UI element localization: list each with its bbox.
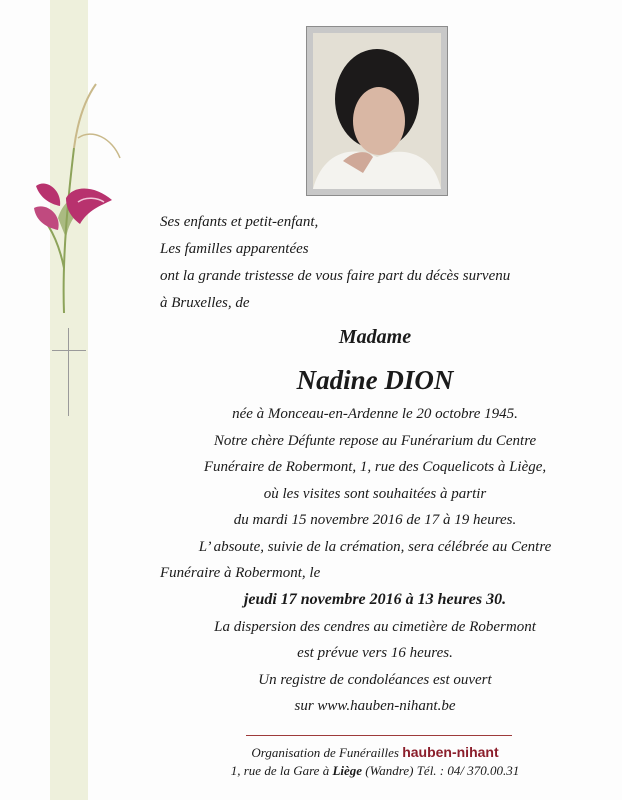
detail-line: Funéraire à Robermont, le (160, 565, 321, 581)
detail-line: Notre chère Défunte repose au Funérarium du Centre (213, 433, 537, 449)
footer-org-prefix: Organisation de Funérailles (251, 745, 399, 760)
detail-line: du mardi 15 novembre 2016 de 17 à 19 heures. (233, 512, 517, 528)
address-city: Liège (332, 763, 363, 778)
detail-line: L’ absoute, suivie de la crémation, sera célébrée au Centre (198, 539, 552, 555)
ceremony-date: jeudi 17 novembre 2016 à 13 heures 30. (243, 591, 507, 608)
detail-line: La dispersion des cendres au cimetière de Robermont (214, 619, 536, 635)
cross-icon (68, 328, 69, 416)
deceased-name: Nadine DION (296, 365, 454, 395)
deceased-title: Madame (338, 326, 412, 348)
address-prefix: 1, rue de la Gare à (230, 763, 330, 778)
intro-line: à Bruxelles, de (160, 295, 250, 311)
intro-line: Ses enfants et petit-enfant, (160, 214, 319, 230)
portrait-frame (306, 26, 448, 196)
detail-line: Un registre de condoléances est ouvert (258, 672, 492, 688)
intro-line: ont la grande tristesse de vous faire part du décès survenu (160, 268, 511, 284)
address-suffix: (Wandre) Tél. : 04/ 370.00.31 (365, 763, 520, 778)
detail-line: est prévue vers 16 heures. (297, 645, 453, 661)
calla-lily-flower-icon (22, 78, 122, 318)
footer-address (160, 763, 590, 779)
brand-name: hauben-nihant (402, 744, 499, 760)
detail-line: née à Monceau-en-Ardenne le 20 octobre 1945. (232, 406, 518, 422)
cross-icon-bar (52, 350, 86, 351)
condolences-link[interactable]: sur www.hauben-nihant.be (294, 698, 456, 714)
detail-line: où les visites sont souhaitées à partir (263, 486, 487, 502)
intro-line: Les familles apparentées (160, 241, 309, 257)
portrait-photo (313, 33, 441, 189)
footer-divider (246, 735, 512, 736)
detail-line: Funéraire de Robermont, 1, rue des Coquelicots à Liège, (203, 459, 547, 475)
footer-organisation (160, 744, 590, 761)
